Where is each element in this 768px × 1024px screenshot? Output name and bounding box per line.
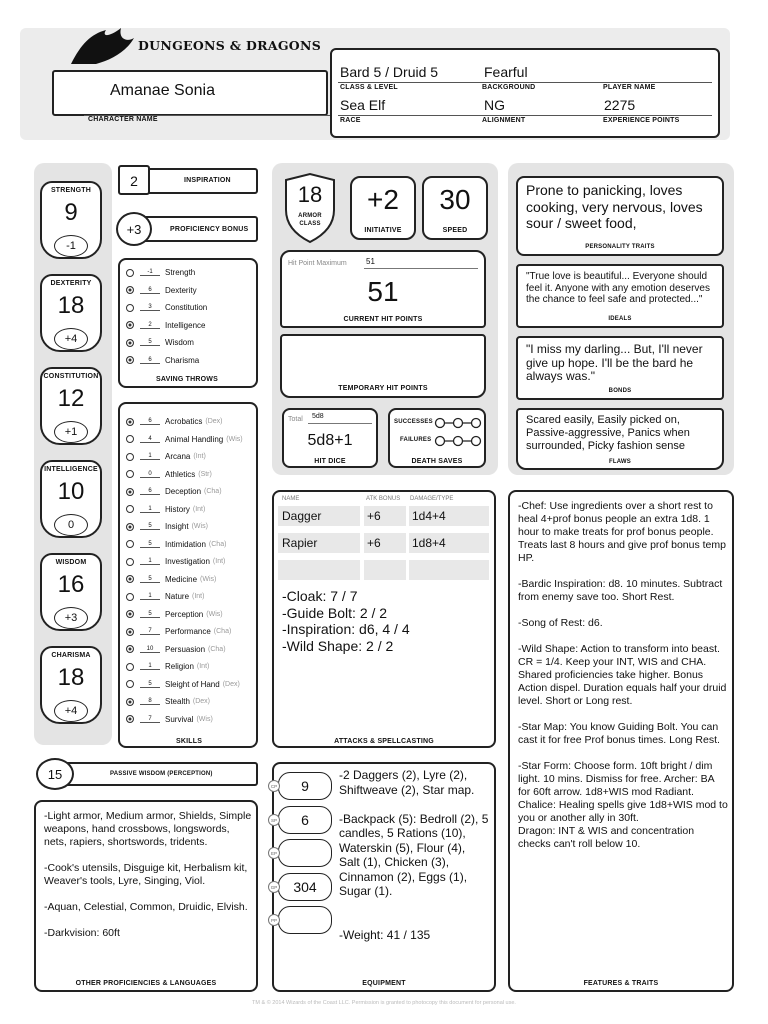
saving-throw-dexterity[interactable] [126,282,254,300]
attack-name-cell[interactable]: Dagger [278,506,360,526]
constitution-label: CONSTITUTION [43,373,99,380]
charisma-modifier[interactable]: +4 [54,700,88,722]
alignment-value[interactable]: NG [484,97,505,113]
strength-score: 9 [64,199,78,226]
coin-gp-value[interactable]: 304 [278,873,332,901]
name-underline [84,115,330,116]
skill-name: Nature [165,592,190,602]
proficiency-dot-icon[interactable] [126,321,134,329]
skill-name: Medicine [165,574,198,584]
dexterity-label: DEXTERITY [50,280,92,287]
passive-wisdom-circle[interactable]: 15 [36,758,74,790]
skill-religion[interactable] [126,658,254,676]
hp-max-line [364,268,478,269]
personality-traits-text: Prone to panicking, loves cooking, very nervous, loves sour / sweet food, [526,182,703,231]
saving-throw-value: 2 [140,322,160,329]
logo-text: DUNGEONS & DRAGONS [138,38,322,53]
skill-attribute: (Wis) [191,523,208,531]
proficiency-dot-icon[interactable] [126,286,134,294]
intelligence-modifier[interactable]: 0 [54,514,88,536]
saving-throws-label: SAVING THROWS [156,376,218,383]
race-label: RACE [340,117,361,124]
proficiencies-label: OTHER PROFICIENCIES & LANGUAGES [75,980,217,987]
coin-sp-value[interactable]: 6 [278,806,332,834]
skill-name: Insight [165,522,189,532]
hit-dice-total-value[interactable]: 5d8 [312,413,324,420]
skills-label: SKILLS [176,738,203,745]
proficiency-dot-icon[interactable] [126,356,134,364]
skill-name: Intimidation [165,539,206,549]
skill-perception[interactable] [126,606,254,624]
armor-class-label: ARMOR CLASS [298,213,322,227]
proficiency-dot-icon[interactable] [126,628,134,636]
attacks-header-atk: ATK BONUS [366,496,401,502]
player-name-label: PLAYER NAME [603,84,656,91]
skill-name: Acrobatics [165,417,203,427]
skill-name: Sleight of Hand [165,679,220,689]
skill-name: Performance [165,627,211,637]
saving-throw-wisdom[interactable] [126,334,254,352]
skill-arcana[interactable] [126,448,254,466]
skill-name: Animal Handling [165,434,224,444]
equipment-label: EQUIPMENT [362,980,406,987]
skill-value: 1 [140,453,160,460]
skill-value: 5 [140,611,160,618]
coin-pp-label: PP [268,914,280,926]
features-text: -Chef: Use ingredients over a short rest to heal 4+prof bonus people an extra 1d8. 1 hour to make treats for prof bonus people. Treats last 8 hours and give prof bonus temp HP. -Bardic Inspiration: d8. 10 minutes. Subtract from enemy save too. Short Rest. -Song of Rest: d6. -Wild Shape: Action to transform into beast. CR = 1/4. Keep your INT, WIS and CHA. Shared proficiencies take higher. Bonus Action dispel. Duration equals half your druid level. Short or Long rest. -Star Map: You know Guiding Bolt. You can cast it for free Prof bonus times. Long Rest. -Star Form: Choose form. 10ft bright / dim light. 10 mins. Dismiss for free. Archer: BA for 60ft arrow. 1d8+WIS mod Radiant. Chalice: Healing spells give 1d8+WIS mod to you or another ally in 30ft. Dragon: INT & WIS and concentration checks can't roll below 10. [518,500,728,850]
coin-gp-label: GP [268,881,280,893]
skill-performance[interactable] [126,623,254,641]
coin-pp-value[interactable] [278,906,332,934]
proficiency-dot-icon[interactable] [126,418,134,426]
attack-damage-cell[interactable] [409,560,489,580]
personality-traits-label: PERSONALITY TRAITS [585,244,655,250]
skills-list [126,413,254,728]
proficiency-dot-icon[interactable] [126,575,134,583]
proficiency-dot-icon[interactable] [126,269,134,277]
hit-dice-value: 5d8+1 [307,432,353,449]
passive-wisdom-label: PASSIVE WISDOM (PERCEPTION) [110,771,213,777]
skill-attribute: (Dex) [222,680,240,688]
proficiency-dot-icon[interactable] [126,558,134,566]
proficiency-dot-icon[interactable] [126,505,134,513]
skill-attribute: (Int) [192,593,205,601]
saving-throw-value: 6 [140,357,160,364]
proficiency-dot-icon[interactable] [126,593,134,601]
attack-bonus-cell[interactable] [364,560,406,580]
skill-nature[interactable] [126,588,254,606]
info-line-2 [338,115,712,116]
death-saves-label: DEATH SAVES [411,458,463,465]
coin-sp-label: SP [268,814,280,826]
inspiration-box[interactable]: 2 [118,165,150,195]
skill-attribute: (Cha) [208,540,227,548]
experience-value[interactable]: 2275 [604,97,636,113]
charisma-label: CHARISMA [51,652,91,659]
proficiency-dot-icon[interactable] [126,663,134,671]
attacks-notes[interactable]: -Cloak: 7 / 7 -Guide Bolt: 2 / 2 -Inspiration: d6, 4 / 4 -Wild Shape: 2 / 2 [282,588,410,654]
saving-throw-strength[interactable] [126,264,254,282]
current-hp-label: CURRENT HIT POINTS [343,316,423,323]
proficiency-dot-icon[interactable] [126,453,134,461]
proficiency-dot-icon[interactable] [126,470,134,478]
proficiency-dot-icon[interactable] [126,523,134,531]
dexterity-modifier[interactable]: +4 [54,328,88,350]
proficiency-dot-icon[interactable] [126,610,134,618]
speed-value: 30 [439,184,471,215]
hp-max-value[interactable]: 51 [366,257,375,266]
wisdom-score: 16 [57,571,85,598]
intelligence-score: 10 [57,478,85,505]
skill-value: 6 [140,418,160,425]
skill-name: Religion [165,662,194,672]
skill-investigation[interactable] [126,553,254,571]
dragon-logo-icon [66,24,136,68]
background-label: BACKGROUND [482,84,536,91]
saving-throw-intelligence[interactable] [126,317,254,335]
intelligence-label: INTELLIGENCE [44,466,98,473]
charisma-score: 18 [57,664,85,691]
background-value[interactable]: Fearful [484,64,528,80]
proficiency-dot-icon[interactable] [126,339,134,347]
features-label: FEATURES & TRAITS [583,980,659,987]
skill-attribute: (Wis) [196,715,213,723]
skill-name: Arcana [165,452,191,462]
skill-attribute: (Cha) [213,628,232,636]
attacks-label: ATTACKS & SPELLCASTING [334,738,434,745]
skill-acrobatics[interactable] [126,413,254,431]
info-line-1 [338,82,712,83]
proficiency-dot-icon[interactable] [126,435,134,443]
skill-attribute: (Dex) [205,418,223,426]
constitution-score: 12 [57,385,85,412]
skill-value: 1 [140,506,160,513]
proficiency-dot-icon[interactable] [126,645,134,653]
armor-class-value: 18 [297,182,323,207]
skill-name: Persuasion [165,644,206,654]
skill-value: 10 [140,646,160,653]
proficiency-circle[interactable]: +3 [116,212,152,246]
initiative-value: +2 [367,184,399,215]
skill-value: 7 [140,716,160,723]
saving-throw-value: -1 [140,269,160,276]
temp-hp-label: TEMPORARY HIT POINTS [338,385,428,392]
hp-max-label: Hit Point Maximum [288,260,347,267]
skill-value: 7 [140,628,160,635]
skill-value: 4 [140,436,160,443]
equipment-text[interactable]: -2 Daggers (2), Lyre (2), Shiftweave (2), Star map. -Backpack (5): Bedroll (2), 5 candles, 5 Rations (10), Waterskin (5), Flour (4), Salt (1), Chicken (3), Cinnamon (2), Eggs (1), Sugar (1). -Weight: 41 / 135 [339,768,489,942]
hit-dice-total-line [308,423,372,424]
character-info-box [330,48,720,138]
strength-label: STRENGTH [50,187,92,194]
skill-attribute: (Cha) [208,645,226,653]
attack-damage-cell[interactable]: 1d8+4 [409,533,489,553]
proficiency-dot-icon[interactable] [126,540,134,548]
bonds-text: "I miss my darling... But, I'll never give up hope. I'll be the bard he always was." [526,342,703,383]
successes-label: SUCCESSES [394,419,433,425]
attacks-header-name: NAME [282,496,300,502]
skill-name: Deception [165,487,202,497]
skill-insight[interactable] [126,518,254,536]
proficiency-dot-icon[interactable] [126,680,134,688]
skill-medicine[interactable] [126,571,254,589]
skill-persuasion[interactable] [126,641,254,659]
wisdom-modifier[interactable]: +3 [54,607,88,629]
skill-attribute: (Str) [198,470,212,478]
proficiency-dot-icon[interactable] [126,488,134,496]
coin-cp-label: CP [268,780,280,792]
proficiency-dot-icon[interactable] [126,304,134,312]
skill-value: 8 [140,698,160,705]
saving-throw-value: 6 [140,287,160,294]
attacks-header-dmg: DAMAGE/TYPE [410,496,454,502]
strength-modifier[interactable]: -1 [54,235,88,257]
saving-throw-value: 5 [140,339,160,346]
footer-copyright: TM & © 2014 Wizards of the Coast LLC. Permission is granted to photocopy this document for personal use. [252,1000,516,1006]
saving-throw-charisma[interactable] [126,352,254,370]
skill-attribute: (Wis) [206,610,223,618]
bonds-label: BONDS [608,388,632,394]
skill-history[interactable] [126,501,254,519]
character-name-label: CHARACTER NAME [88,116,158,123]
saving-throw-name: Wisdom [165,338,194,348]
speed-label: SPEED [442,227,468,234]
wisdom-label: WISDOM [55,559,87,566]
skill-attribute: (Int) [192,505,206,513]
initiative-label: INITIATIVE [364,227,402,234]
skill-name: Investigation [165,557,210,567]
proficiency-dot-icon[interactable] [126,715,134,723]
inspiration-label: INSPIRATION [184,177,231,184]
attack-name-cell[interactable]: Rapier [278,533,360,553]
skill-value: 1 [140,558,160,565]
skill-deception[interactable] [126,483,254,501]
skill-name: Perception [165,609,204,619]
coin-cp-value[interactable]: 9 [278,772,332,800]
attack-damage-cell[interactable]: 1d4+4 [409,506,489,526]
skill-intimidation[interactable] [126,536,254,554]
failures-label: FAILURES [400,437,432,443]
saving-throw-name: Constitution [165,303,208,313]
saving-throw-constitution[interactable] [126,299,254,317]
proficiencies-text: -Light armor, Medium armor, Shields, Simple weapons, hand crossbows, longswords, nets, rapiers, shortswords, tridents. -Cook's utensils, Disguige kit, Herbalism kit, Weaver's tools, Lyre, Singing, Viol. -Aquan, Celestial, Common, Druidic, Elvish. -Darkvision: 60ft [44,810,252,939]
saving-throw-name: Dexterity [165,285,197,295]
skill-value: 1 [140,663,160,670]
skill-survival[interactable] [126,711,254,729]
skill-attribute: (Dex) [192,698,211,706]
skill-value: 0 [140,471,160,478]
saving-throw-name: Charisma [165,355,200,365]
skill-stealth[interactable] [126,693,254,711]
dexterity-score: 18 [57,292,85,319]
skill-athletics[interactable] [126,466,254,484]
skill-attribute: (Int) [196,663,210,671]
constitution-modifier[interactable]: +1 [54,421,88,443]
flaws-text: Scared easily, Easily picked on, Passive-aggressive, Panics when surrounded, Picky fashion sense [526,414,690,452]
attack-bonus-cell[interactable]: +6 [364,533,406,553]
skill-attribute: (Wis) [200,575,217,583]
skill-name: Athletics [165,469,196,479]
proficiency-dot-icon[interactable] [126,698,134,706]
saving-throw-name: Strength [165,268,196,278]
saving-throws-list [126,264,254,369]
skill-value: 5 [140,681,160,688]
class-level-label: CLASS & LEVEL [340,84,398,91]
skill-sleight-of-hand[interactable] [126,676,254,694]
skill-animal-handling[interactable] [126,431,254,449]
ideals-label: IDEALS [608,316,632,322]
experience-label: EXPERIENCE POINTS [603,117,680,124]
skill-value: 5 [140,541,160,548]
attack-bonus-cell[interactable]: +6 [364,506,406,526]
skill-attribute: (Wis) [226,435,243,443]
proficiency-label: PROFICIENCY BONUS [170,226,249,233]
class-level-value[interactable]: Bard 5 / Druid 5 [340,64,439,80]
coin-ep-label: EP [268,847,280,859]
character-name-value[interactable]: Amanae Sonia [110,82,215,99]
hit-dice-label: HIT DICE [314,458,346,465]
skill-name: Survival [165,714,194,724]
failure-checkboxes[interactable] [434,434,482,446]
skill-attribute: (Cha) [204,488,222,496]
skill-attribute: (Int) [193,453,206,461]
ideals-text: "True love is beautiful... Everyone should feel it. Anyone with any emotion deserves the chance to feel safe and protected..." [526,271,710,305]
coin-ep-value[interactable] [278,839,332,867]
skill-name: Stealth [165,697,190,707]
hit-dice-total-label: Total [288,416,303,423]
skill-value: 6 [140,488,160,495]
flaws-label: FLAWS [609,459,631,465]
alignment-label: ALIGNMENT [482,117,526,124]
skill-attribute: (Int) [212,558,226,566]
attack-name-cell[interactable] [278,560,360,580]
saving-throw-value: 3 [140,304,160,311]
success-checkboxes[interactable] [434,416,482,428]
saving-throw-name: Intelligence [165,320,206,330]
current-hp-value: 51 [367,276,399,307]
skill-value: 5 [140,576,160,583]
skill-value: 1 [140,593,160,600]
skill-name: History [165,504,190,514]
race-value[interactable]: Sea Elf [340,97,386,113]
skill-value: 5 [140,523,160,530]
